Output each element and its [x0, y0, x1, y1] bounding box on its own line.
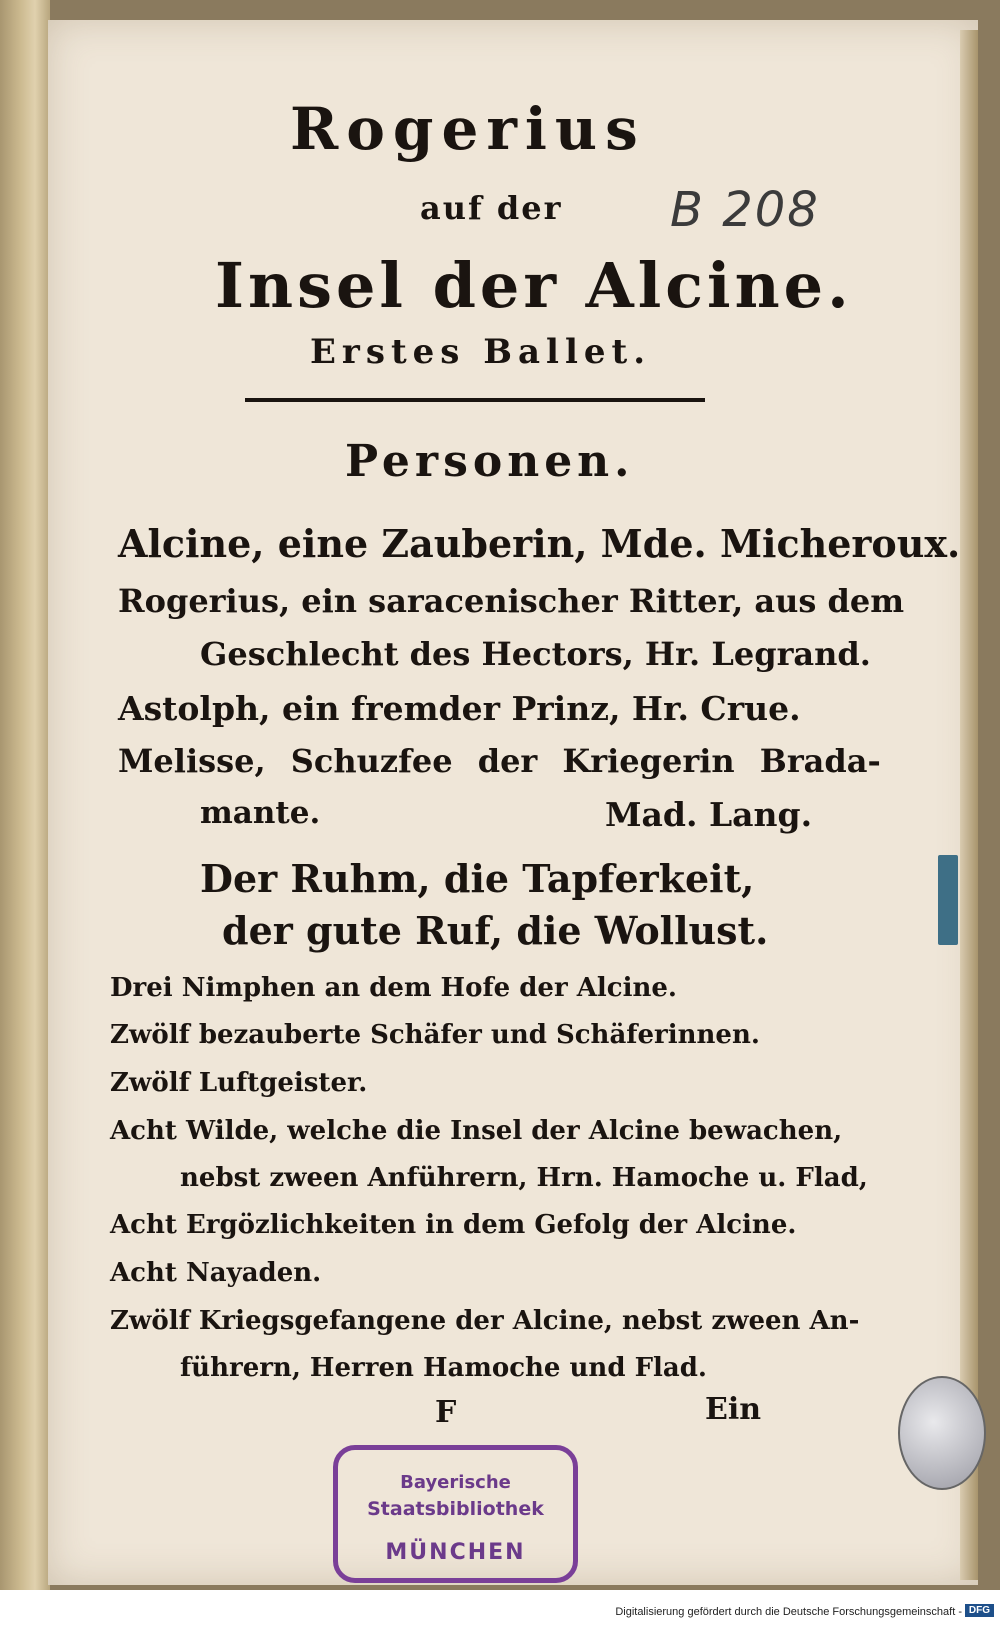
- stamp-line-3: MÜNCHEN: [385, 1540, 526, 1565]
- cast-line: Astolph, ein fremder Prinz, Hr. Crue.: [118, 689, 801, 728]
- subtitle-line-3: Erstes Ballet.: [310, 332, 652, 372]
- stamp-line-2: Staatsbibliothek: [367, 1498, 544, 1520]
- stamp-line-1: Bayerische: [400, 1472, 511, 1493]
- subtitle-line-2: Insel der Alcine.: [215, 249, 853, 322]
- subtitle-line-1: auf der: [420, 189, 563, 227]
- cast-line: Der Ruhm, die Tapferkeit,: [200, 856, 755, 901]
- cast-line: Mad. Lang.: [605, 795, 813, 834]
- cast-line: Rogerius, ein saracenischer Ritter, aus dem: [118, 582, 905, 620]
- persons-heading: Personen.: [345, 436, 635, 487]
- dfg-logo: DFG: [965, 1604, 994, 1617]
- page-edge: [960, 30, 978, 1580]
- cast-line: Geschlecht des Hectors, Hr. Legrand.: [200, 635, 871, 673]
- cast-line: mante.: [200, 795, 321, 831]
- bookmark-tab: [938, 855, 958, 945]
- page-title: Rogerius: [290, 95, 646, 163]
- shelfmark: B 208: [670, 182, 820, 238]
- catchword: Ein: [705, 1392, 762, 1427]
- library-stamp: [333, 1445, 578, 1583]
- group-line: Zwölf Luftgeister.: [110, 1068, 368, 1098]
- group-line: Zwölf bezauberte Schäfer und Schäferinnen.: [110, 1020, 760, 1050]
- footer-credit: Digitalisierung gefördert durch die Deutsche Forschungsgemeinschaft -: [615, 1606, 962, 1618]
- group-line: Acht Nayaden.: [110, 1258, 322, 1288]
- cast-line: Alcine, eine Zauberin, Mde. Micheroux.: [118, 521, 961, 566]
- clip-disc: [898, 1376, 986, 1490]
- divider-rule: [245, 398, 705, 402]
- group-line: Acht Ergözlichkeiten in dem Gefolg der Alcine.: [110, 1210, 797, 1240]
- cast-line: der gute Ruf, die Wollust.: [222, 908, 769, 953]
- group-line: Drei Nimphen an dem Hofe der Alcine.: [110, 973, 677, 1003]
- signature-mark: F: [435, 1395, 457, 1430]
- cast-line: Melisse, Schuzfee der Kriegerin Brada-: [118, 742, 881, 780]
- group-line: Acht Wilde, welche die Insel der Alcine bewachen,: [110, 1116, 843, 1146]
- group-line: führern, Herren Hamoche und Flad.: [180, 1353, 707, 1383]
- book-spine: [0, 0, 50, 1625]
- group-line: Zwölf Kriegsgefangene der Alcine, nebst zween An-: [110, 1306, 860, 1336]
- group-line: nebst zween Anführern, Hrn. Hamoche u. Flad,: [180, 1163, 868, 1193]
